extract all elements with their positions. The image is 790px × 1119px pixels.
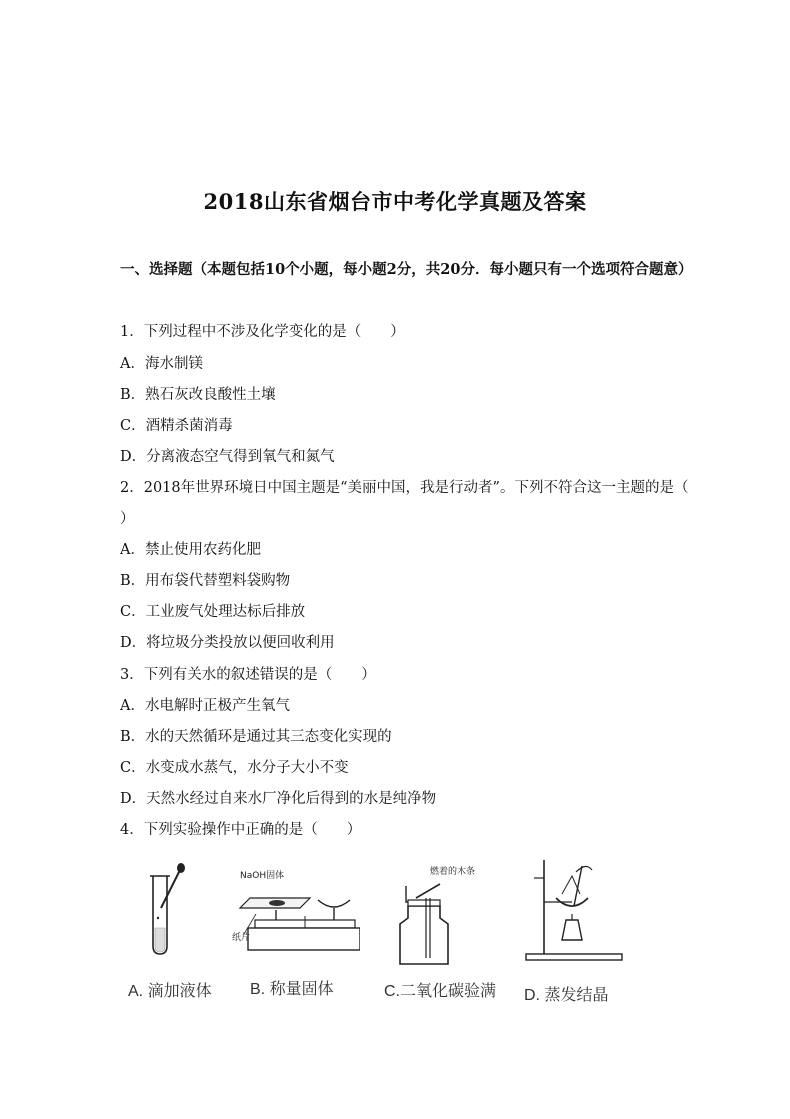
gas-bottle-illustration — [378, 858, 508, 968]
question-2-stem: 2．2018年世界环境日中国主题是“美丽中国，我是行动者”。下列不符合这一主题的是（ — [120, 480, 689, 496]
page-title: 2018山东省烟台市中考化学真题及答案 — [203, 189, 587, 214]
figure-a — [120, 858, 220, 1008]
question-3-stem: 3．下列有关水的叙述错误的是（ ） — [120, 667, 376, 683]
question-3-option-c: C．水变成水蒸气，水分子大小不变 — [120, 760, 349, 776]
evaporation-illustration — [516, 858, 636, 968]
figure-d-label: D. 蒸发结晶 — [524, 987, 609, 1004]
question-2-option-d: D．将垃圾分类投放以便回收利用 — [120, 635, 335, 651]
question-1-option-d: D．分离液态空气得到氧气和氮气 — [120, 449, 335, 465]
balance-illustration — [230, 858, 360, 968]
figure-b-label: B. 称量固体 — [250, 981, 334, 998]
question-1-stem: 1．下列过程中不涉及化学变化的是（ ） — [120, 324, 405, 340]
figure-c — [378, 858, 508, 1008]
figure-b-paper-label: 纸片 — [232, 933, 251, 943]
figure-b — [230, 858, 360, 1008]
question-3-option-b: B．水的天然循环是通过其三态变化实现的 — [120, 729, 392, 745]
dropper-test-tube-illustration — [120, 858, 220, 968]
question-4-stem: 4．下列实验操作中正确的是（ ） — [120, 822, 362, 838]
question-2-option-b: B．用布袋代替塑料袋购物 — [120, 573, 291, 589]
question-3-option-d: D．天然水经过自来水厂净化后得到的水是纯净物 — [120, 791, 437, 807]
figure-b-naoh-label: NaOH固体 — [240, 871, 285, 881]
question-2-stem-continued: ） — [120, 511, 135, 527]
question-1-option-c: C．酒精杀菌消毒 — [120, 418, 233, 434]
question-2-option-a: A．禁止使用农药化肥 — [120, 542, 261, 558]
question-2-option-c: C．工业废气处理达标后排放 — [120, 604, 306, 620]
figure-d — [516, 858, 636, 1008]
figure-c-stick-label: 燃着的木条 — [430, 867, 476, 877]
section-heading: 一、选择题（本题包括10个小题，每小题2分，共20分．每小题只有一个选项符合题意） — [120, 261, 693, 278]
question-1-option-b: B．熟石灰改良酸性土壤 — [120, 387, 276, 403]
question-1-option-a: A．海水制镁 — [120, 356, 203, 372]
experiment-figures — [120, 858, 640, 1008]
figure-a-label: A. 滴加液体 — [128, 983, 212, 1000]
question-3-option-a: A．水电解时正极产生氧气 — [120, 698, 290, 714]
figure-c-label: C.二氧化碳验满 — [384, 983, 497, 1000]
